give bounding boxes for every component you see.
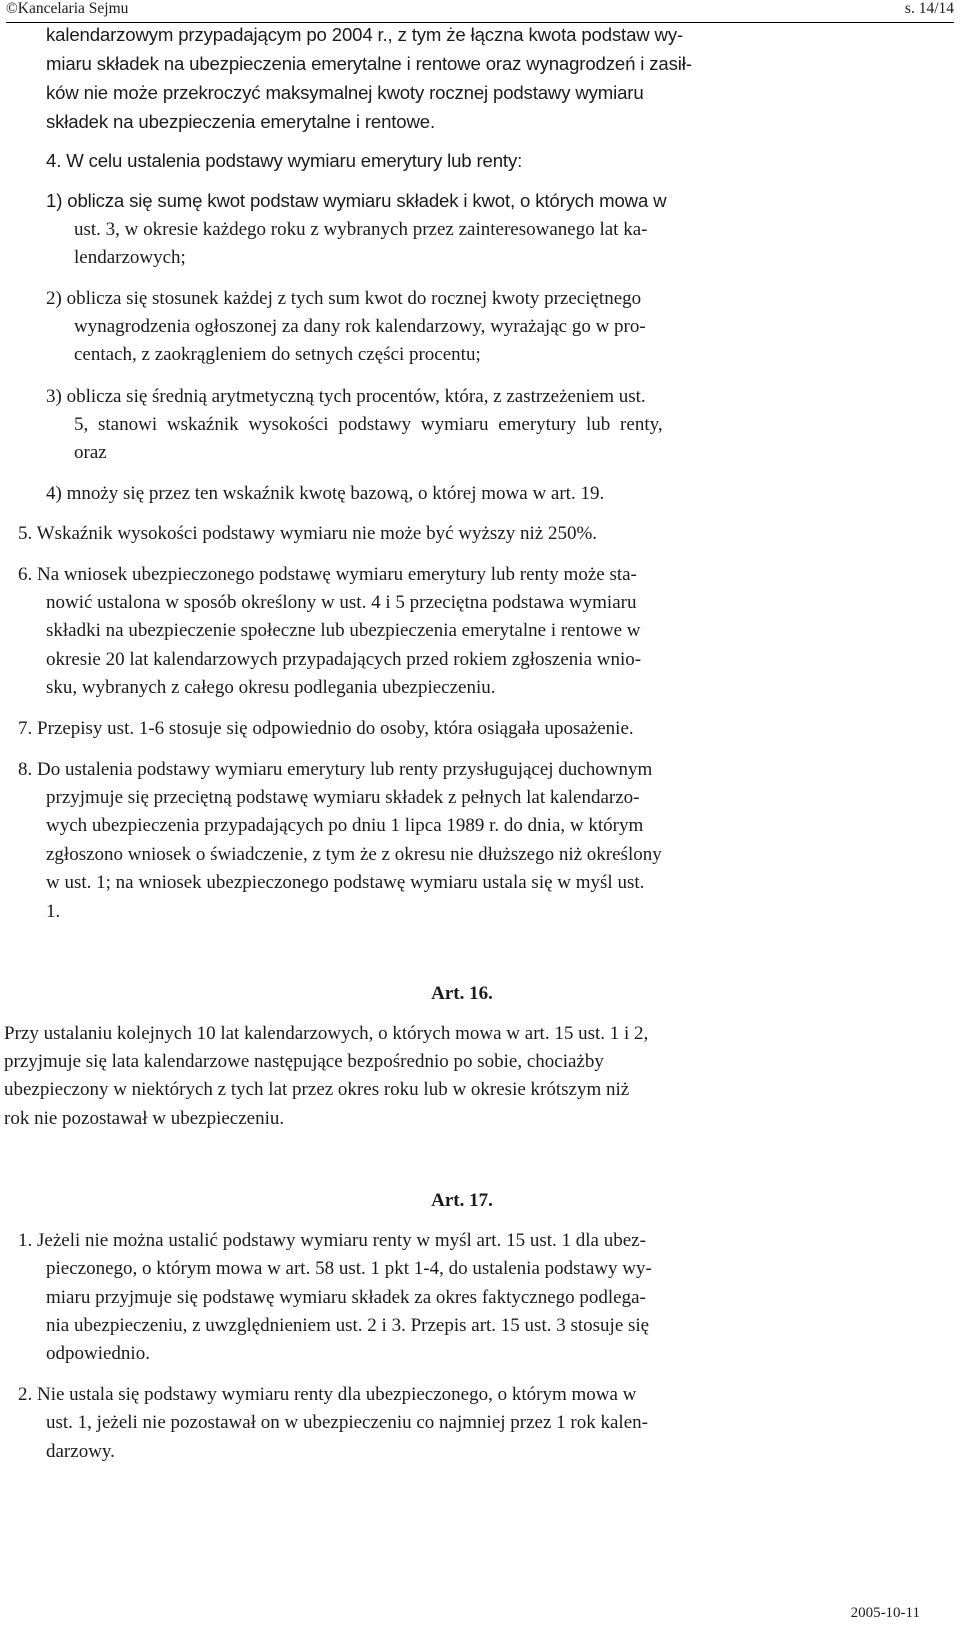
article-17-heading: Art. 17. <box>431 1190 493 1211</box>
text-line: 5, stanowi wskaźnik wysokości podstawy wymiaru emerytury lub renty, <box>74 414 663 435</box>
text-line: kalendarzowym przypadającym po 2004 r., z tym że łączna kwota podstaw wy- <box>46 24 684 45</box>
text-line: składki na ubezpieczenie społeczne lub ubezpieczenia emerytalne i rentowe w <box>46 620 641 641</box>
text-line: 1) oblicza się sumę kwot podstaw wymiaru składek i kwot, o których mowa w <box>46 190 667 211</box>
text-line: wych ubezpieczenia przypadających po dniu 1 lipca 1989 r. do dnia, w którym <box>46 815 644 836</box>
text-line: miaru przyjmuje się podstawę wymiaru składek za okres faktycznego podlega- <box>46 1287 646 1308</box>
text-line: pieczonego, o którym mowa w art. 58 ust. 1 pkt 1-4, do ustalenia podstawy wy- <box>46 1258 652 1279</box>
text-line: 4. W celu ustalenia podstawy wymiaru emerytury lub renty: <box>46 150 523 171</box>
text-line: centach, z zaokrągleniem do setnych części procentu; <box>74 344 481 365</box>
text-line: miaru składek na ubezpieczenia emerytalne i rentowe oraz wynagrodzeń i zasił- <box>46 53 692 74</box>
text-line: odpowiednio. <box>46 1343 150 1364</box>
text-line: oraz <box>74 442 107 463</box>
text-line: w ust. 1; na wniosek ubezpieczonego podstawę wymiaru ustala się w myśl ust. <box>46 872 645 893</box>
text-line: 4) mnoży się przez ten wskaźnik kwotę bazową, o której mowa w art. 19. <box>46 483 605 504</box>
text-line: 7. Przepisy ust. 1-6 stosuje się odpowiednio do osoby, która osiągała uposażenie. <box>18 718 634 739</box>
text-line: wynagrodzenia ogłoszonej za dany rok kalendarzowy, wyrażając go w pro- <box>74 316 646 337</box>
text-line: nowić ustalona w sposób określony w ust. 4 i 5 przeciętna podstawa wymiaru <box>46 592 637 613</box>
text-line: okresie 20 lat kalendarzowych przypadających przed rokiem zgłoszenia wnio- <box>46 649 642 670</box>
text-line: 5. Wskaźnik wysokości podstawy wymiaru nie może być wyższy niż 250%. <box>18 523 598 544</box>
text-line: ust. 3, w okresie każdego roku z wybranych przez zainteresowanego lat ka- <box>74 219 648 240</box>
page-header <box>6 0 954 23</box>
text-line: przyjmuje się lata kalendarzowe następujące bezpośrednio po sobie, chociażby <box>4 1051 604 1072</box>
text-line: zgłoszono wniosek o świadczenie, z tym że z okresu nie dłuższego niż określony <box>46 844 662 865</box>
text-line: ków nie może przekroczyć maksymalnej kwoty rocznej podstawy wymiaru <box>46 82 644 103</box>
text-line: 3) oblicza się średnią arytmetyczną tych procentów, która, z zastrzeżeniem ust. <box>46 386 646 407</box>
article-16-heading: Art. 16. <box>431 983 493 1004</box>
text-line: sku, wybranych z całego okresu podlegania ubezpieczeniu. <box>46 677 496 698</box>
text-line: 1. Jeżeli nie można ustalić podstawy wymiaru renty w myśl art. 15 ust. 1 dla ubez- <box>18 1230 646 1251</box>
text-line: ust. 1, jeżeli nie pozostawał on w ubezpieczeniu co najmniej przez 1 rok kalen- <box>46 1412 648 1433</box>
text-line: darzowy. <box>46 1441 115 1462</box>
text-line: ubezpieczony w niektórych z tych lat przez okres roku lub w okresie krótszym niż <box>4 1079 630 1100</box>
text-line: 1. <box>46 901 61 922</box>
text-line: 2) oblicza się stosunek każdej z tych sum kwot do rocznej kwoty przeciętnego <box>46 288 642 309</box>
text-line: rok nie pozostawał w ubezpieczeniu. <box>4 1108 285 1129</box>
text-line: składek na ubezpieczenia emerytalne i rentowe. <box>46 111 435 132</box>
text-line: lendarzowych; <box>74 247 186 268</box>
text-line: nia ubezpieczeniu, z uwzględnieniem ust. 2 i 3. Przepis art. 15 ust. 3 stosuje się <box>46 1315 650 1336</box>
header-page-number: s. 14/14 <box>904 0 954 17</box>
text-line: 6. Na wniosek ubezpieczonego podstawę wymiaru emerytury lub renty może sta- <box>18 564 637 585</box>
text-line: Przy ustalaniu kolejnych 10 lat kalendarzowych, o których mowa w art. 15 ust. 1 i 2, <box>4 1023 649 1044</box>
text-line: przyjmuje się przeciętną podstawę wymiaru składek z pełnych lat kalendarzo- <box>46 787 640 808</box>
header-copyright: ©Kancelaria Sejmu <box>6 0 129 17</box>
text-line: 8. Do ustalenia podstawy wymiaru emerytury lub renty przysługującej duchownym <box>18 759 653 780</box>
text-line: 2. Nie ustala się podstawy wymiaru renty dla ubezpieczonego, o którym mowa w <box>18 1384 637 1405</box>
footer-date: 2005-10-11 <box>850 1605 920 1621</box>
